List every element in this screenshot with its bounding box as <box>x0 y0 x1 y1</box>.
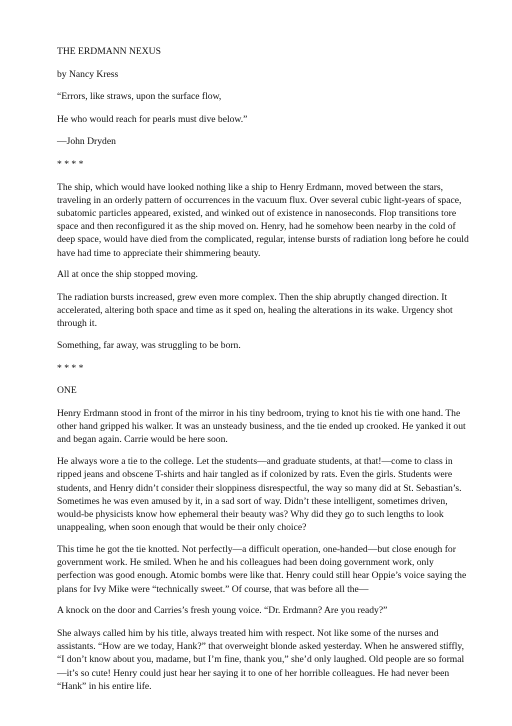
paragraph: Something, far away, was struggling to be born. <box>57 340 241 352</box>
epigraph-line-2: He who would reach for pearls must dive below.” <box>57 113 248 125</box>
document-title: THE ERDMANN NEXUS <box>57 46 161 57</box>
author-byline: by Nancy Kress <box>57 68 119 80</box>
paragraph: This time he got the tie knotted. Not perfectly—a difficult operation, one-handed—but close enough for government work. He smiled. When he and his colleagues had been doing government work, only perfection was good enough. Atomic bombs were like that. Henry could still hear Oppie’s voice saying the plans for Ivy Mike were “technically sweet.” Of course, that was before all the— <box>57 543 467 595</box>
paragraph: All at once the ship stopped moving. <box>57 269 198 281</box>
chapter-heading: ONE <box>57 385 77 397</box>
paragraph: She always called him by his title, always treated him with respect. Not like some of the nurses and assistants. “How are we today, Hank?” that overweight blonde asked yesterday. When he answered stiffly, “I don’t know about you, madame, but I’m fine, thank you,” she’d only laughed. Old people are so formal—it’s so cute! Henry could just hear her saying it to one of her horrible colleagues. He had never been “Hank” in his entire life. <box>57 627 465 692</box>
epigraph-line-1: “Errors, like straws, upon the surface flow, <box>57 91 222 103</box>
section-separator: * * * * <box>57 362 84 374</box>
paragraph: A knock on the door and Carries’s fresh young voice. “Dr. Erdmann? Are you ready?” <box>57 605 388 617</box>
paragraph: The ship, which would have looked nothing like a ship to Henry Erdmann, moved between the stars, traveling in an orderly pattern of occurrences in the vacuum flux. Over several cubic light-years of space, subatomic particles appeared, existed, and winked out of existence in nanoseconds. Flop transitions tore space and then reconfigured it as the ship moved on. Henry, had he somehow been nearby in the cold of deep space, would have died from the complicated, regular, intense bursts of radiation long before he could have had time to appreciate their shimmering beauty. <box>57 181 469 259</box>
paragraph: Henry Erdmann stood in front of the mirror in his tiny bedroom, trying to knot his tie with one hand. The other hand gripped his walker. It was an unsteady business, and the tie ended up crooked. He yanked it out and began again. Carrie would be here soon. <box>57 407 466 446</box>
paragraph: He always wore a tie to the college. Let the students—and graduate students, at that!—come to class in ripped jeans and obscene T-shirts and hair tangled as if colonized by rats. Even the girls. Students were students, and Henry didn’t consider their sloppiness disrespectful, the way so many did at St. Sebastian’s. Sometimes he was even amused by it, in a sad sort of way. Didn’t these intelligent, sometimes driven, would-be physicists know how ephemeral their beauty was? Why did they go to such lengths to look unappealing, when soon enough that would be their only choice? <box>57 456 462 534</box>
paragraph: The radiation bursts increased, grew even more complex. Then the ship abruptly changed direction. It accelerated, altering both space and time as it sped on, healing the alterations in its wake. Urgency shot through it. <box>57 291 453 330</box>
epigraph-attribution: —John Dryden <box>57 136 116 148</box>
section-separator: * * * * <box>57 158 84 170</box>
